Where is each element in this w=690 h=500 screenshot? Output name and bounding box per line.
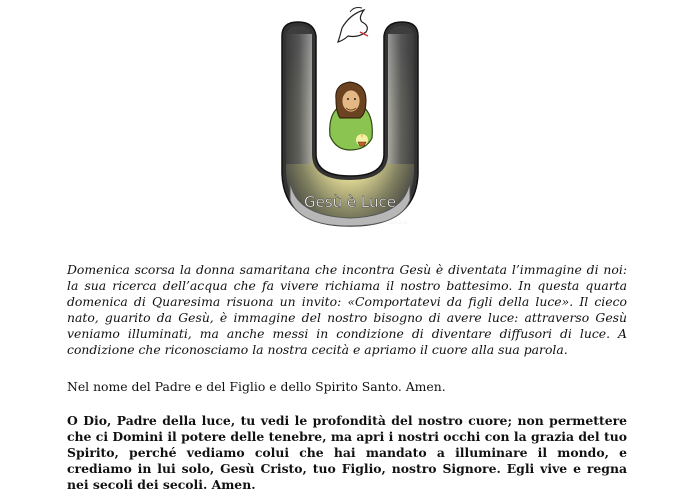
sign-of-cross-paragraph: Nel nome del Padre e del Figlio e dello Spirito Santo. Amen.	[67, 379, 446, 394]
jesus-figure	[330, 82, 373, 150]
artist-signature: Ga.A.2.20	[388, 220, 408, 225]
jesus-light-illustration	[270, 4, 430, 232]
illustration-caption: Gesù è Luce	[303, 193, 397, 211]
dove-icon	[338, 8, 368, 43]
intro-paragraph: Domenica scorsa la donna samaritana che incontra Gesù è diventata l’immagine di noi: la sua ricerca dell’acqua che fa vivere richiama il nostro battesimo. In questa quarta domenica di Quaresima risuona un invito: «Comportatevi da figli della luce». Il cieco nato, guarito da Gesù, è immagine del nostro bisogno di avere luce: attraverso Gesù veniamo illuminati, ma anche messi in condizione di diventare diffusori di luce. A condizione che riconosciamo la nostra cecità e apriamo il cuore alla sua parola.	[67, 262, 627, 357]
prayer-paragraph: O Dio, Padre della luce, tu vedi le profondità del nostro cuore; non permettere che ci Domini il potere delle tenebre, ma apri i nostri occhi con la grazia del tuo Spirito, perché vediamo colui che hai mandato a illuminare il mondo, e crediamo in lui solo, Gesù Cristo, tuo Figlio, nostro Signore. Egli vive e regna nei secoli dei secoli. Amen.	[67, 413, 627, 492]
